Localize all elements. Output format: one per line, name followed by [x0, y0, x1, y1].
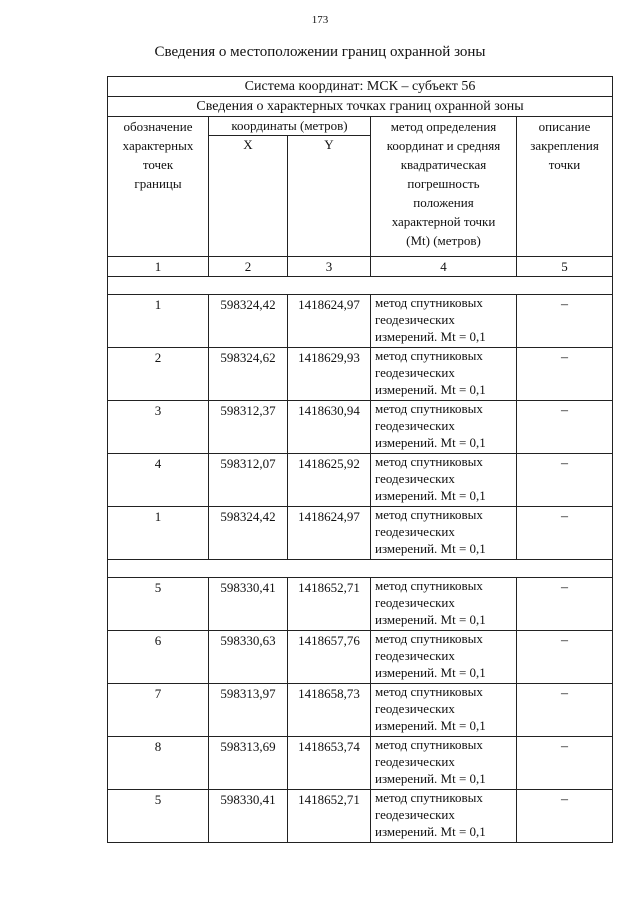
table-row — [108, 578, 613, 631]
fixing-description-cell: – — [517, 507, 613, 560]
table-subtitle-cell: Сведения о характерных точках границ охранной зоны — [108, 97, 613, 117]
header-coordinates: координаты (метров) — [209, 117, 371, 136]
header-line: характерных — [122, 138, 194, 153]
method-line: геодезических — [375, 470, 455, 486]
fixing-description-cell: – — [517, 401, 613, 454]
x-coordinate-cell: 598330,63 — [209, 631, 288, 684]
method-cell — [371, 631, 517, 684]
section-separator-row — [108, 560, 613, 578]
fixing-description-cell: – — [517, 295, 613, 348]
y-coordinate-cell: 1418657,76 — [288, 631, 371, 684]
point-number-cell: 2 — [108, 348, 209, 401]
method-cell — [371, 401, 517, 454]
method-line: измерений. Mt = 0,1 — [375, 717, 486, 733]
method-line: геодезических — [375, 523, 455, 539]
header-y: Y — [288, 136, 371, 257]
column-number: 2 — [209, 257, 288, 277]
section-separator-cell — [108, 560, 613, 578]
method-line: геодезических — [375, 647, 455, 663]
table-row — [108, 507, 613, 560]
table-row — [108, 631, 613, 684]
method-cell — [371, 737, 517, 790]
method-line: геодезических — [375, 700, 455, 716]
method-cell — [371, 684, 517, 737]
column-number: 1 — [108, 257, 209, 277]
method-line: измерений. Mt = 0,1 — [375, 540, 486, 556]
method-line: геодезических — [375, 417, 455, 433]
x-coordinate-cell: 598324,62 — [209, 348, 288, 401]
section-separator-cell — [108, 277, 613, 295]
method-line: метод спутниковых — [375, 737, 483, 752]
table-row — [108, 401, 613, 454]
coordinate-system-cell: Система координат: МСК – субъект 56 — [108, 77, 613, 97]
header-line: квадратическая — [400, 157, 487, 172]
method-line: геодезических — [375, 311, 455, 327]
method-line: измерений. Mt = 0,1 — [375, 664, 486, 680]
method-line: метод спутниковых — [375, 684, 483, 699]
y-coordinate-cell: 1418652,71 — [288, 578, 371, 631]
header-line: положения — [413, 195, 474, 210]
fixing-description-cell: – — [517, 684, 613, 737]
method-line: метод спутниковых — [375, 578, 483, 593]
x-coordinate-cell: 598330,41 — [209, 578, 288, 631]
table-row — [108, 295, 613, 348]
y-coordinate-cell: 1418630,94 — [288, 401, 371, 454]
y-coordinate-cell: 1418625,92 — [288, 454, 371, 507]
method-cell — [371, 454, 517, 507]
x-coordinate-cell: 598324,42 — [209, 295, 288, 348]
method-cell — [371, 295, 517, 348]
method-line: измерений. Mt = 0,1 — [375, 823, 486, 839]
header-point-designation — [108, 117, 209, 257]
method-line: измерений. Mt = 0,1 — [375, 328, 486, 344]
header-fixing-description — [517, 117, 613, 257]
fixing-description-cell: – — [517, 790, 613, 843]
fixing-description-cell: – — [517, 737, 613, 790]
table-row — [108, 454, 613, 507]
column-number: 5 — [517, 257, 613, 277]
y-coordinate-cell: 1418652,71 — [288, 790, 371, 843]
page-number: 173 — [311, 14, 329, 26]
method-line: метод спутниковых — [375, 790, 483, 805]
section-separator-row — [108, 277, 613, 295]
point-number-cell: 5 — [108, 790, 209, 843]
column-number: 3 — [288, 257, 371, 277]
y-coordinate-cell: 1418624,97 — [288, 507, 371, 560]
fixing-description-cell: – — [517, 348, 613, 401]
y-coordinate-cell: 1418658,73 — [288, 684, 371, 737]
method-cell — [371, 578, 517, 631]
header-method — [371, 117, 517, 257]
method-line: измерений. Mt = 0,1 — [375, 611, 486, 627]
table-row — [108, 790, 613, 843]
method-line: геодезических — [375, 806, 455, 822]
header-line: границы — [134, 176, 182, 191]
x-coordinate-cell: 598312,07 — [209, 454, 288, 507]
header-line: (Mt) (метров) — [406, 233, 481, 248]
header-line: координат и средняя — [386, 138, 501, 153]
x-coordinate-cell: 598324,42 — [209, 507, 288, 560]
y-coordinate-cell: 1418653,74 — [288, 737, 371, 790]
point-number-cell: 5 — [108, 578, 209, 631]
point-number-cell: 1 — [108, 507, 209, 560]
header-line: характерной точки — [391, 214, 496, 229]
point-number-cell: 7 — [108, 684, 209, 737]
column-number: 4 — [371, 257, 517, 277]
method-line: геодезических — [375, 594, 455, 610]
x-coordinate-cell: 598312,37 — [209, 401, 288, 454]
table-row — [108, 684, 613, 737]
fixing-description-cell: – — [517, 631, 613, 684]
x-coordinate-cell: 598313,69 — [209, 737, 288, 790]
method-line: геодезических — [375, 753, 455, 769]
method-line: геодезических — [375, 364, 455, 380]
header-line: погрешность — [407, 176, 480, 191]
method-line: метод спутниковых — [375, 295, 483, 310]
boundary-points-table — [107, 76, 613, 843]
table-row — [108, 348, 613, 401]
point-number-cell: 1 — [108, 295, 209, 348]
method-line: метод спутниковых — [375, 401, 483, 416]
header-line: закрепления — [530, 138, 599, 153]
x-coordinate-cell: 598330,41 — [209, 790, 288, 843]
header-line: метод определения — [390, 119, 497, 134]
method-line: измерений. Mt = 0,1 — [375, 434, 486, 450]
method-line: метод спутниковых — [375, 507, 483, 522]
method-line: измерений. Mt = 0,1 — [375, 487, 486, 503]
method-cell — [371, 348, 517, 401]
method-cell — [371, 507, 517, 560]
y-coordinate-cell: 1418624,97 — [288, 295, 371, 348]
y-coordinate-cell: 1418629,93 — [288, 348, 371, 401]
method-line: измерений. Mt = 0,1 — [375, 770, 486, 786]
method-line: метод спутниковых — [375, 454, 483, 469]
point-number-cell: 4 — [108, 454, 209, 507]
header-line: точки — [548, 157, 581, 172]
point-number-cell: 6 — [108, 631, 209, 684]
header-line: обозначение — [123, 119, 193, 134]
point-number-cell: 8 — [108, 737, 209, 790]
fixing-description-cell: – — [517, 578, 613, 631]
header-line: точек — [142, 157, 174, 172]
point-number-cell: 3 — [108, 401, 209, 454]
fixing-description-cell: – — [517, 454, 613, 507]
method-cell — [371, 790, 517, 843]
document-title: Сведения о местоположении границ охранной зоны — [154, 44, 486, 60]
header-x: X — [209, 136, 288, 257]
header-line: описание — [538, 119, 591, 134]
table-row — [108, 737, 613, 790]
method-line: измерений. Mt = 0,1 — [375, 381, 486, 397]
method-line: метод спутниковых — [375, 631, 483, 646]
method-line: метод спутниковых — [375, 348, 483, 363]
x-coordinate-cell: 598313,97 — [209, 684, 288, 737]
